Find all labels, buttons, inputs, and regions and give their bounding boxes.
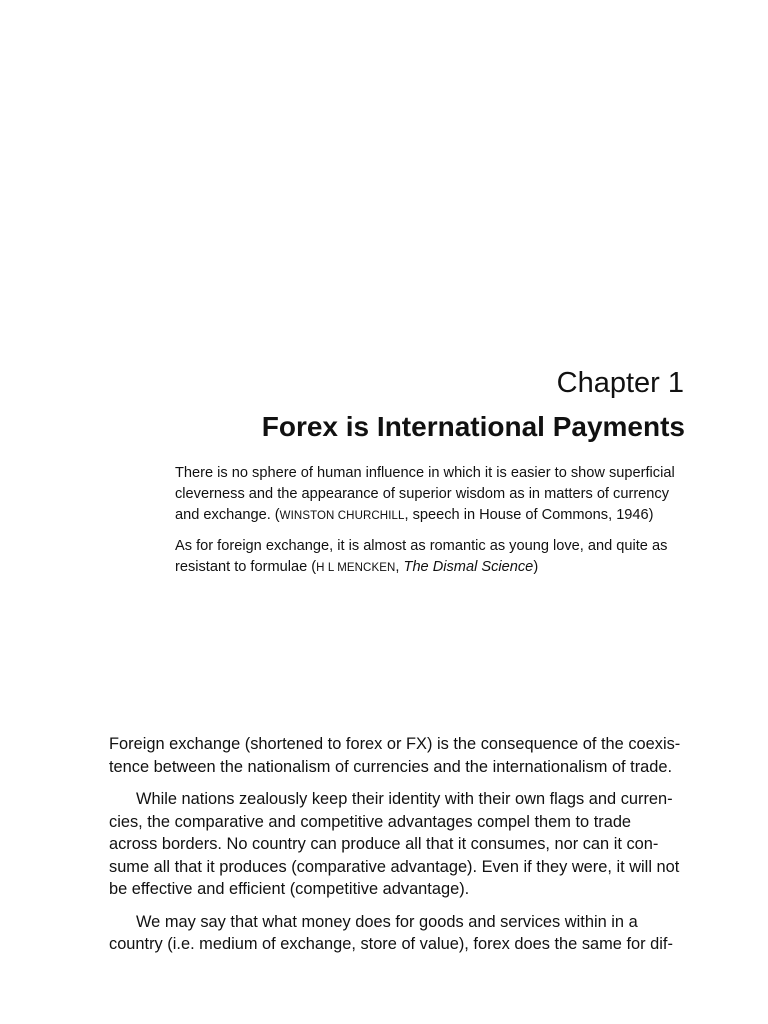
- paragraph-line: be effective and efficient (competitive advantage).: [109, 880, 470, 898]
- epigraph-work: The Dismal Science: [403, 559, 534, 575]
- epigraph-text: resistant to formulae (: [175, 559, 317, 575]
- epigraph-author: WINSTON CHURCHILL: [279, 510, 405, 522]
- epigraph-line: There is no sphere of human influence in which it is easier to show superficial: [175, 465, 675, 481]
- paragraph-line: We may say that what money does for goods and services within in a: [136, 912, 638, 931]
- epigraph-line: As for foreign exchange, it is almost as romantic as young love, and quite as: [175, 538, 668, 554]
- paragraph-line: cies, the comparative and competitive advantages compel them to trade: [109, 812, 632, 831]
- paragraph: [109, 733, 687, 778]
- chapter-number: Chapter 1: [556, 367, 684, 399]
- paragraph-line: While nations zealously keep their identity with their own flags and curren-: [136, 790, 673, 808]
- paragraph: [109, 911, 687, 956]
- paragraph-line: country (i.e. medium of exchange, store of value), forex does the same for dif-: [109, 935, 673, 953]
- epigraph-text: and exchange. (: [175, 507, 280, 523]
- epigraphs: [175, 463, 695, 588]
- epigraph-line: [175, 505, 695, 527]
- paragraph-line: Foreign exchange (shortened to forex or FX) is the consequence of the coexis-: [109, 735, 681, 753]
- epigraph-line: [175, 557, 695, 579]
- body-text: [109, 733, 687, 966]
- paragraph: [109, 788, 687, 901]
- epigraph-churchill: [175, 463, 695, 527]
- epigraph-source: , speech in House of Commons, 1946): [404, 507, 654, 523]
- paragraph-line: sume all that it produces (comparative advantage). Even if they were, it will not: [109, 857, 680, 876]
- paragraph-line: across borders. No country can produce all that it consumes, nor can it con-: [109, 835, 659, 853]
- epigraph-author: H L MENCKEN: [316, 562, 396, 574]
- epigraph-separator: ,: [395, 559, 404, 575]
- epigraph-line: cleverness and the appearance of superior wisdom as in matters of currency: [175, 486, 669, 502]
- paragraph-line: tence between the nationalism of currencies and the internationalism of trade.: [109, 757, 673, 776]
- epigraph-close: ): [533, 559, 539, 575]
- epigraph-mencken: [175, 536, 695, 579]
- chapter-title: Forex is International Payments: [261, 411, 685, 442]
